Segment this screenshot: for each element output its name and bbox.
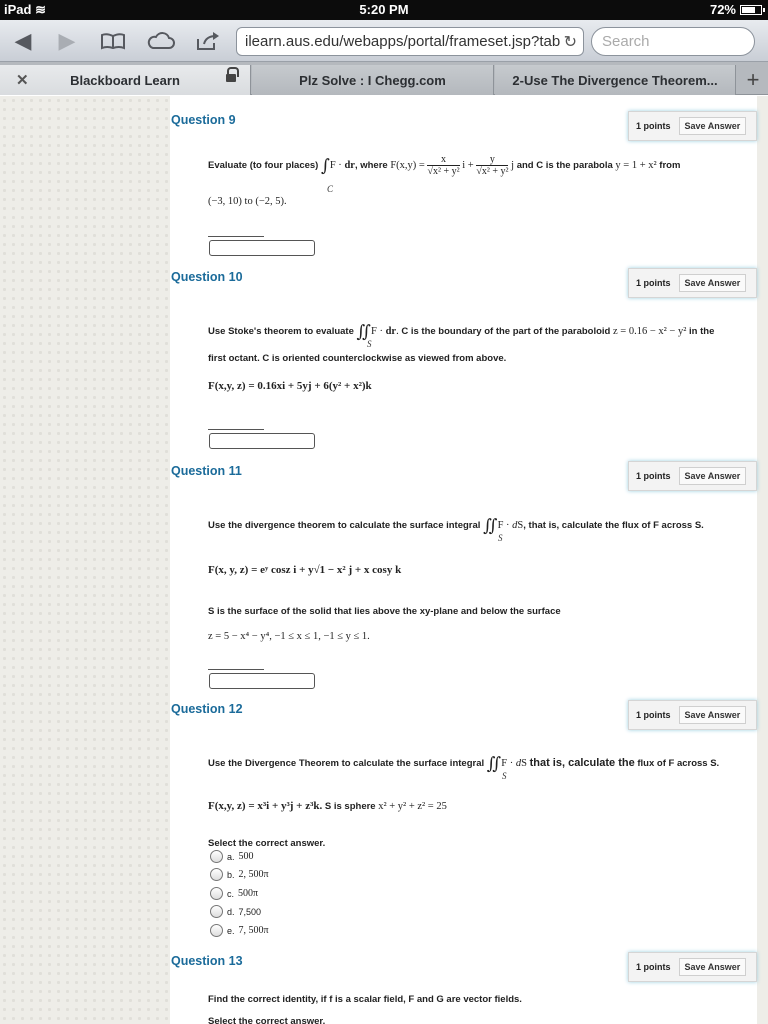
status-bar xyxy=(0,0,768,20)
question-9-endpoints: (−3, 10) to (−2, 5). xyxy=(208,196,287,207)
save-answer-button[interactable]: Save Answer xyxy=(679,958,747,976)
wifi-icon: ≋ xyxy=(35,2,46,17)
question-9-text: Evaluate (to four places) ∫F · dr, where F(x,y) = $\frac{x}{\text{√x² + y²}}$ i + $\frac{y}{\text{√x² + y²}}$ j and C is the parabola y = 1 + x² from xyxy=(208,154,681,177)
question-13-select-label: Select the correct answer. xyxy=(208,1016,326,1024)
new-tab-icon[interactable]: + xyxy=(746,67,760,92)
question-13-title: Question 13 xyxy=(171,954,243,968)
question-10-header: 1 points Save Answer xyxy=(628,268,757,298)
browser-toolbar xyxy=(0,20,768,62)
option-d[interactable]: d. 7,500 xyxy=(210,905,261,918)
question-10-text: Use Stoke's theorem to evaluate ∬F · dr. C is the boundary of the part of the paraboloid z = 0.16 − x² − y² in the xyxy=(208,322,715,342)
question-11-line3: S is the surface of the solid that lies above the xy-plane and below the surface xyxy=(208,606,561,617)
battery-icon xyxy=(740,5,762,15)
reload-icon[interactable]: ↻ xyxy=(563,34,577,51)
question-9-answer-input[interactable] xyxy=(209,240,315,256)
save-answer-button[interactable]: Save Answer xyxy=(679,467,747,485)
share-icon[interactable] xyxy=(194,27,224,55)
save-answer-button[interactable]: Save Answer xyxy=(679,706,747,724)
question-12-select-label: Select the correct answer. xyxy=(208,838,326,849)
page-background xyxy=(0,96,170,1024)
clock: 5:20 PM xyxy=(359,2,409,17)
option-a[interactable]: a. 500 xyxy=(210,850,254,863)
question-10-title: Question 10 xyxy=(171,270,243,284)
question-11-answer-input[interactable] xyxy=(209,673,315,689)
search-input[interactable]: Search xyxy=(591,27,755,56)
bookmarks-icon[interactable] xyxy=(98,27,128,55)
save-answer-button[interactable]: Save Answer xyxy=(679,274,747,292)
save-answer-button[interactable]: Save Answer xyxy=(679,117,747,135)
question-13-text: Find the correct identity, if f is a scalar field, F and G are vector fields. xyxy=(208,994,522,1005)
question-11-header: 1 points Save Answer xyxy=(628,461,757,491)
option-e[interactable]: e. 7, 500π xyxy=(210,924,269,937)
option-b[interactable]: b. 2, 500π xyxy=(210,868,269,881)
tab-blackboard[interactable]: ✕ Blackboard Learn xyxy=(0,65,251,95)
url-input[interactable]: ilearn.aus.edu/webapps/portal/frameset.jsp?tab ↻ xyxy=(236,27,584,56)
lock-icon xyxy=(226,72,236,84)
assessment-content: Question 9 1 points Save Answer Evaluate (to four places) ∫F · dr, where F(x,y) = $\frac{x}{\text{√x² + y²}}$ i + $\frac{y}{\text{√x² + y²}}$ j and C is the parabola y = 1 + x² from C (−3, 10) to (−2, 5). Question 10 1 points Save Answer Use Stoke's theorem to evaluate ∬F · dr. C is the boundary of the part of the paraboloid z = 0.16 − x² − y² in the S first octant. C is oriented counterclockwise as viewed from above. F(x,y, z) = 0.16xi + 5yj + 6(y² + x²)k Question 11 1 points Save Answer Use the divergence theorem to calculate the surface integral ∬F · dS, that is, calculate the flux of F across S. S F(x, y, z) = eʸ cosz i + y√1 − x² j + x cosy k S is the surface of the solid that lies above the xy-plane and below the surface z = 5 − x⁴ − y⁴, −1 ≤ x ≤ 1, −1 ≤ y ≤ 1. Question 12 1 points Save Answer Use the Divergence Theorem to calculate the surface integral ∬F · dS that is, calculate the flux of F across S. S F(x,y, z) = x³i + y³j + z³k. S is sphere x² + y² + z² = 25 Select the correct answer. a. 500 b. 2, 500π c. 500π d. 7,500 e. 7, 500π Question 13 1 points Save Answer Find the correct identity, if f is a scalar field, F and G are vector fields. Select the correct answer. xyxy=(170,96,757,1024)
tab-bar xyxy=(0,62,768,95)
tab-divergence[interactable]: 2-Use The Divergence Theorem... xyxy=(495,65,736,95)
radio-button[interactable] xyxy=(210,924,223,937)
question-11-field: F(x, y, z) = eʸ cosz i + y√1 − x² j + x cosy k xyxy=(208,564,402,576)
device-label: iPad ≋ xyxy=(4,2,46,17)
question-11-text: Use the divergence theorem to calculate the surface integral ∬F · dS, that is, calculate the flux of F across S. xyxy=(208,516,704,536)
radio-button[interactable] xyxy=(210,868,223,881)
question-10-answer-input[interactable] xyxy=(209,433,315,449)
option-c[interactable]: c. 500π xyxy=(210,887,258,900)
question-10-line2: first octant. C is oriented counterclockwise as viewed from above. xyxy=(208,353,507,364)
question-12-header: 1 points Save Answer xyxy=(628,700,757,730)
question-12-text: Use the Divergence Theorem to calculate the surface integral ∬F · dS that is, calculate the flux of F across S. xyxy=(208,754,720,774)
question-13-header: 1 points Save Answer xyxy=(628,952,757,982)
question-12-title: Question 12 xyxy=(171,702,243,716)
close-icon[interactable]: ✕ xyxy=(16,72,29,89)
question-11-surface: z = 5 − x⁴ − y⁴, −1 ≤ x ≤ 1, −1 ≤ y ≤ 1. xyxy=(208,631,370,642)
cloud-icon[interactable] xyxy=(146,27,176,55)
radio-button[interactable] xyxy=(210,905,223,918)
question-12-field: F(x,y, z) = x³i + y³j + z³k. S is sphere x² + y² + z² = 25 xyxy=(208,800,447,812)
tab-chegg[interactable]: Plz Solve : I Chegg.com xyxy=(252,65,494,95)
back-icon[interactable]: ◀ xyxy=(14,28,32,53)
radio-button[interactable] xyxy=(210,850,223,863)
question-10-field: F(x,y, z) = 0.16xi + 5yj + 6(y² + x²)k xyxy=(208,380,372,392)
question-11-title: Question 11 xyxy=(171,464,242,478)
question-9-header: 1 points Save Answer xyxy=(628,111,757,141)
forward-icon[interactable]: ▶ xyxy=(58,28,76,53)
radio-button[interactable] xyxy=(210,887,223,900)
question-9-title: Question 9 xyxy=(171,113,236,127)
battery-percent: 72% xyxy=(709,2,736,17)
